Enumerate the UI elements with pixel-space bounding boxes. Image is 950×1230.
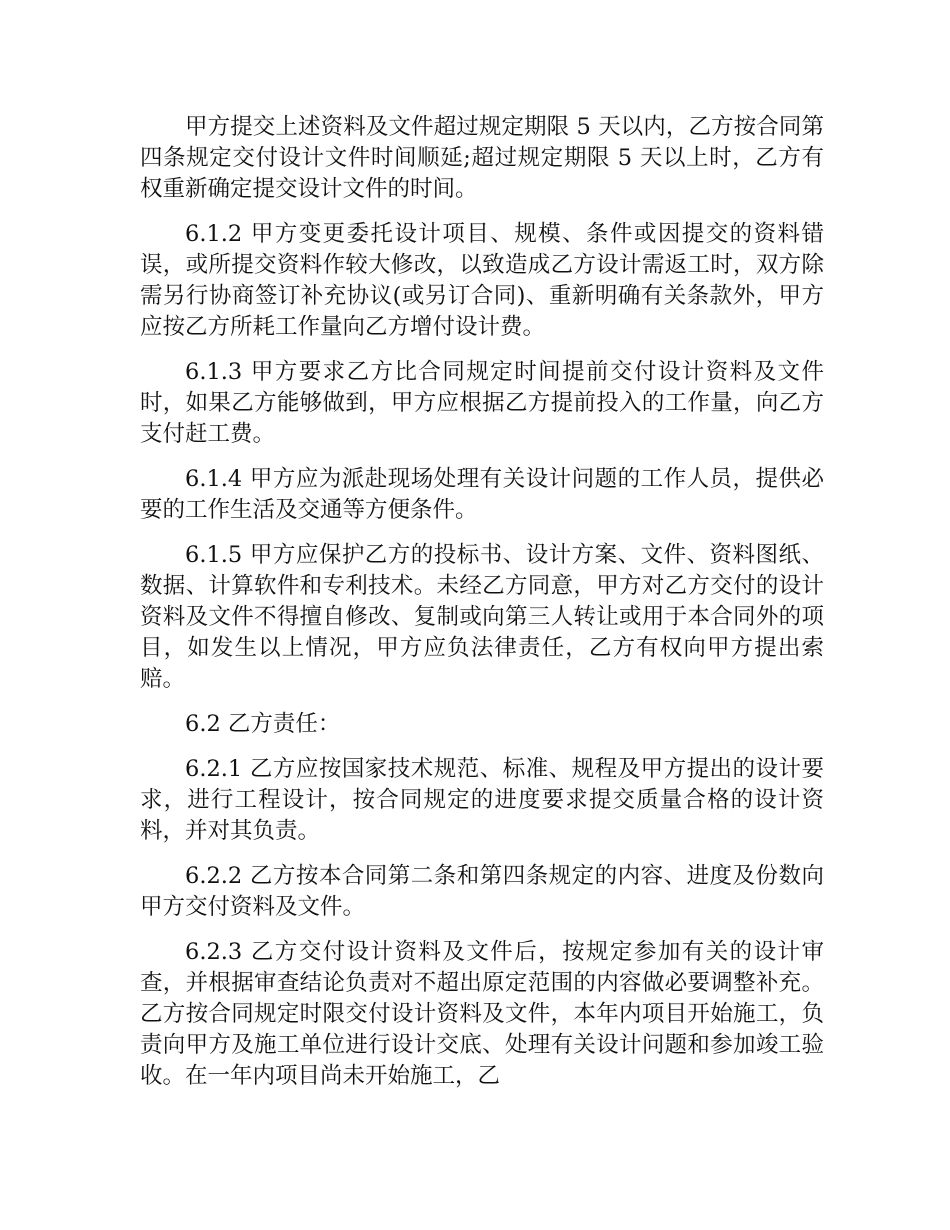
paragraph-6-2-3: 6.2.3 乙方交付设计资料及文件后，按规定参加有关的设计审查，并根据审查结论负责对不超出原定范围的内容做必要调整补充。乙方按合同规定时限交付设计资料及文件，本年内项目开始施工，负责向甲方及施工单位进行设计交底、处理有关设计问题和参加竣工验收。在一年内项目尚未开始施工，乙 [140, 939, 824, 1089]
paragraph-6-2-2: 6.2.2 乙方按本合同第二条和第四条规定的内容、进度及份数向甲方交付资料及文件。 [140, 863, 824, 920]
paragraph-6-1-2: 6.1.2 甲方变更委托设计项目、规模、条件或因提交的资料错误，或所提交资料作较大修改，以致造成乙方设计需返工时，双方除需另行协商签订补充协议(或另订合同)、重新明确有关条款外，甲方应按乙方所耗工作量向乙方增付设计费。 [140, 221, 824, 340]
paragraph-deadline-extension: 甲方提交上述资料及文件超过规定期限 5 天以内，乙方按合同第四条规定交付设计文件时间顺延;超过规定期限 5 天以上时，乙方有权重新确定提交设计文件的时间。 [140, 114, 824, 202]
document-body [140, 112, 824, 1106]
paragraph-6-1-5: 6.1.5 甲方应保护乙方的投标书、设计方案、文件、资料图纸、数据、计算软件和专利技术。未经乙方同意，甲方对乙方交付的设计资料及文件不得擅自修改、复制或向第三人转让或用于本合同外的项目，如发生以上情况，甲方应负法律责任，乙方有权向甲方提出索赔。 [140, 542, 824, 692]
section-heading-6-2: 6.2 乙方责任： [185, 711, 341, 737]
paragraph-6-2-1: 6.2.1 乙方应按国家技术规范、标准、规程及甲方提出的设计要求，进行工程设计，按合同规定的进度要求提交质量合格的设计资料，并对其负责。 [140, 756, 824, 844]
paragraph-6-1-4: 6.1.4 甲方应为派赴现场处理有关设计问题的工作人员，提供必要的工作生活及交通等方便条件。 [140, 466, 824, 523]
paragraph-6-1-3: 6.1.3 甲方要求乙方比合同规定时间提前交付设计资料及文件时，如果乙方能够做到，甲方应根据乙方提前投入的工作量，向乙方支付赶工费。 [140, 359, 824, 447]
